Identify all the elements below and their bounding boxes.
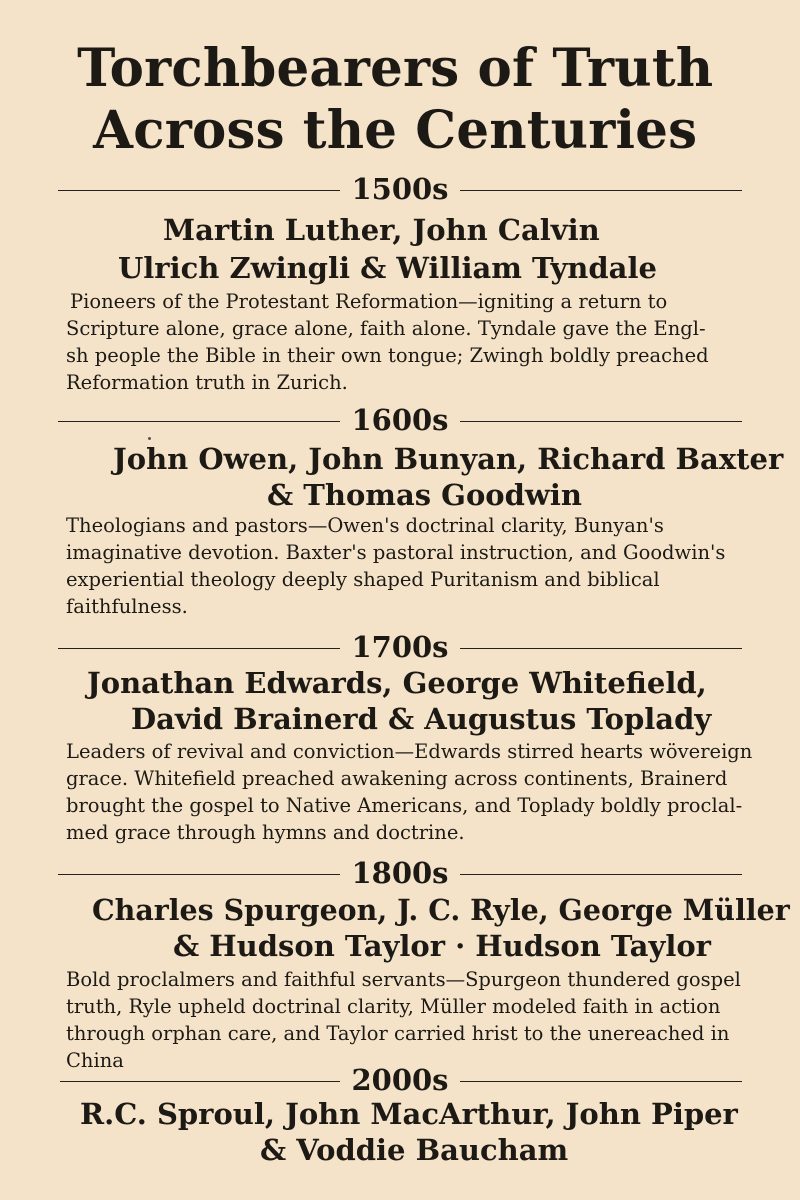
names-line: & Voddie Baucham [260,1133,569,1167]
decade-heading: 1500s [351,172,449,206]
names-line: & Thomas Goodwin [267,478,582,512]
decade-divider-1800s [0,857,800,891]
description-1700s [66,738,766,846]
names-1500s [0,212,800,288]
decade-divider-2000s [0,1064,800,1098]
description-line: med grace through hymns and doctrine. [66,821,465,844]
decade-heading: 1800s [351,856,449,890]
decade-heading: 1700s [351,630,449,664]
stray-mark [148,437,151,440]
description-1500s [66,288,766,396]
description-line: China [66,1049,124,1072]
decade-heading: 2000s [351,1063,449,1097]
description-line: imaginative devotion. Baxter's pastoral instruction, and Goodwin's [66,541,726,564]
names-1700s [0,665,800,741]
description-line: Pioneers of the Protestant Reformation—igniting a return to [70,290,668,313]
description-line: Bold proclalmers and faithful servants—Spurgeon thundered gospel [66,968,741,991]
names-line: Ulrich Zwingli & William Tyndale [118,251,657,285]
description-1600s [66,512,766,620]
description-line: experiential theology deeply shaped Puritanism and biblical [66,568,660,591]
description-line: through orphan care, and Taylor carried hrist to the unereached in [66,1022,730,1045]
description-line: grace. Whitefield preached awakening across continents, Brainerd [66,767,728,790]
description-line: Reformation truth in Zurich. [66,371,348,394]
names-line: John Owen, John Bunyan, Richard Baxter [113,442,784,476]
names-line: Martin Luther, John Calvin [163,213,600,247]
names-line: Jonathan Edwards, George Whitefield, [87,666,707,700]
description-line: Theologians and pastors—Owen's doctrinal clarity, Bunyan's [66,514,664,537]
title-line-1: Torchbearers of Truth [77,38,714,99]
names-line: R.C. Sproul, John MacArthur, John Piper [80,1097,738,1131]
names-1600s [0,441,800,517]
description-line: truth, Ryle upheld doctrinal clarity, Müller modeled faith in action [66,995,721,1018]
decade-divider-1500s [0,173,800,207]
names-line: & Hudson Taylor · Hudson Taylor [173,929,711,963]
description-line: Scripture alone, grace alone, faith alone. Tyndale gave the Engl- [66,317,706,340]
description-1800s [66,966,766,1074]
description-line: faithfulness. [66,595,188,618]
description-line: Leaders of revival and conviction—Edwards stirred hearts wövereign [66,740,753,763]
description-line: brought the gospel to Native Americans, and Toplady boldly proclal- [66,794,743,817]
names-2000s [0,1096,800,1172]
decade-heading: 1600s [351,403,449,437]
decade-divider-1700s [0,631,800,665]
decade-divider-1600s [0,404,800,438]
names-line: David Brainerd & Augustus Toplady [131,702,712,736]
names-line: Charles Spurgeon, J. C. Ryle, George Müller [92,893,790,927]
title-line-2: Across the Centuries [93,100,698,161]
names-1800s [0,892,800,968]
description-line: sh people the Bible in their own tongue; Zwingh boldly preached [66,344,709,367]
